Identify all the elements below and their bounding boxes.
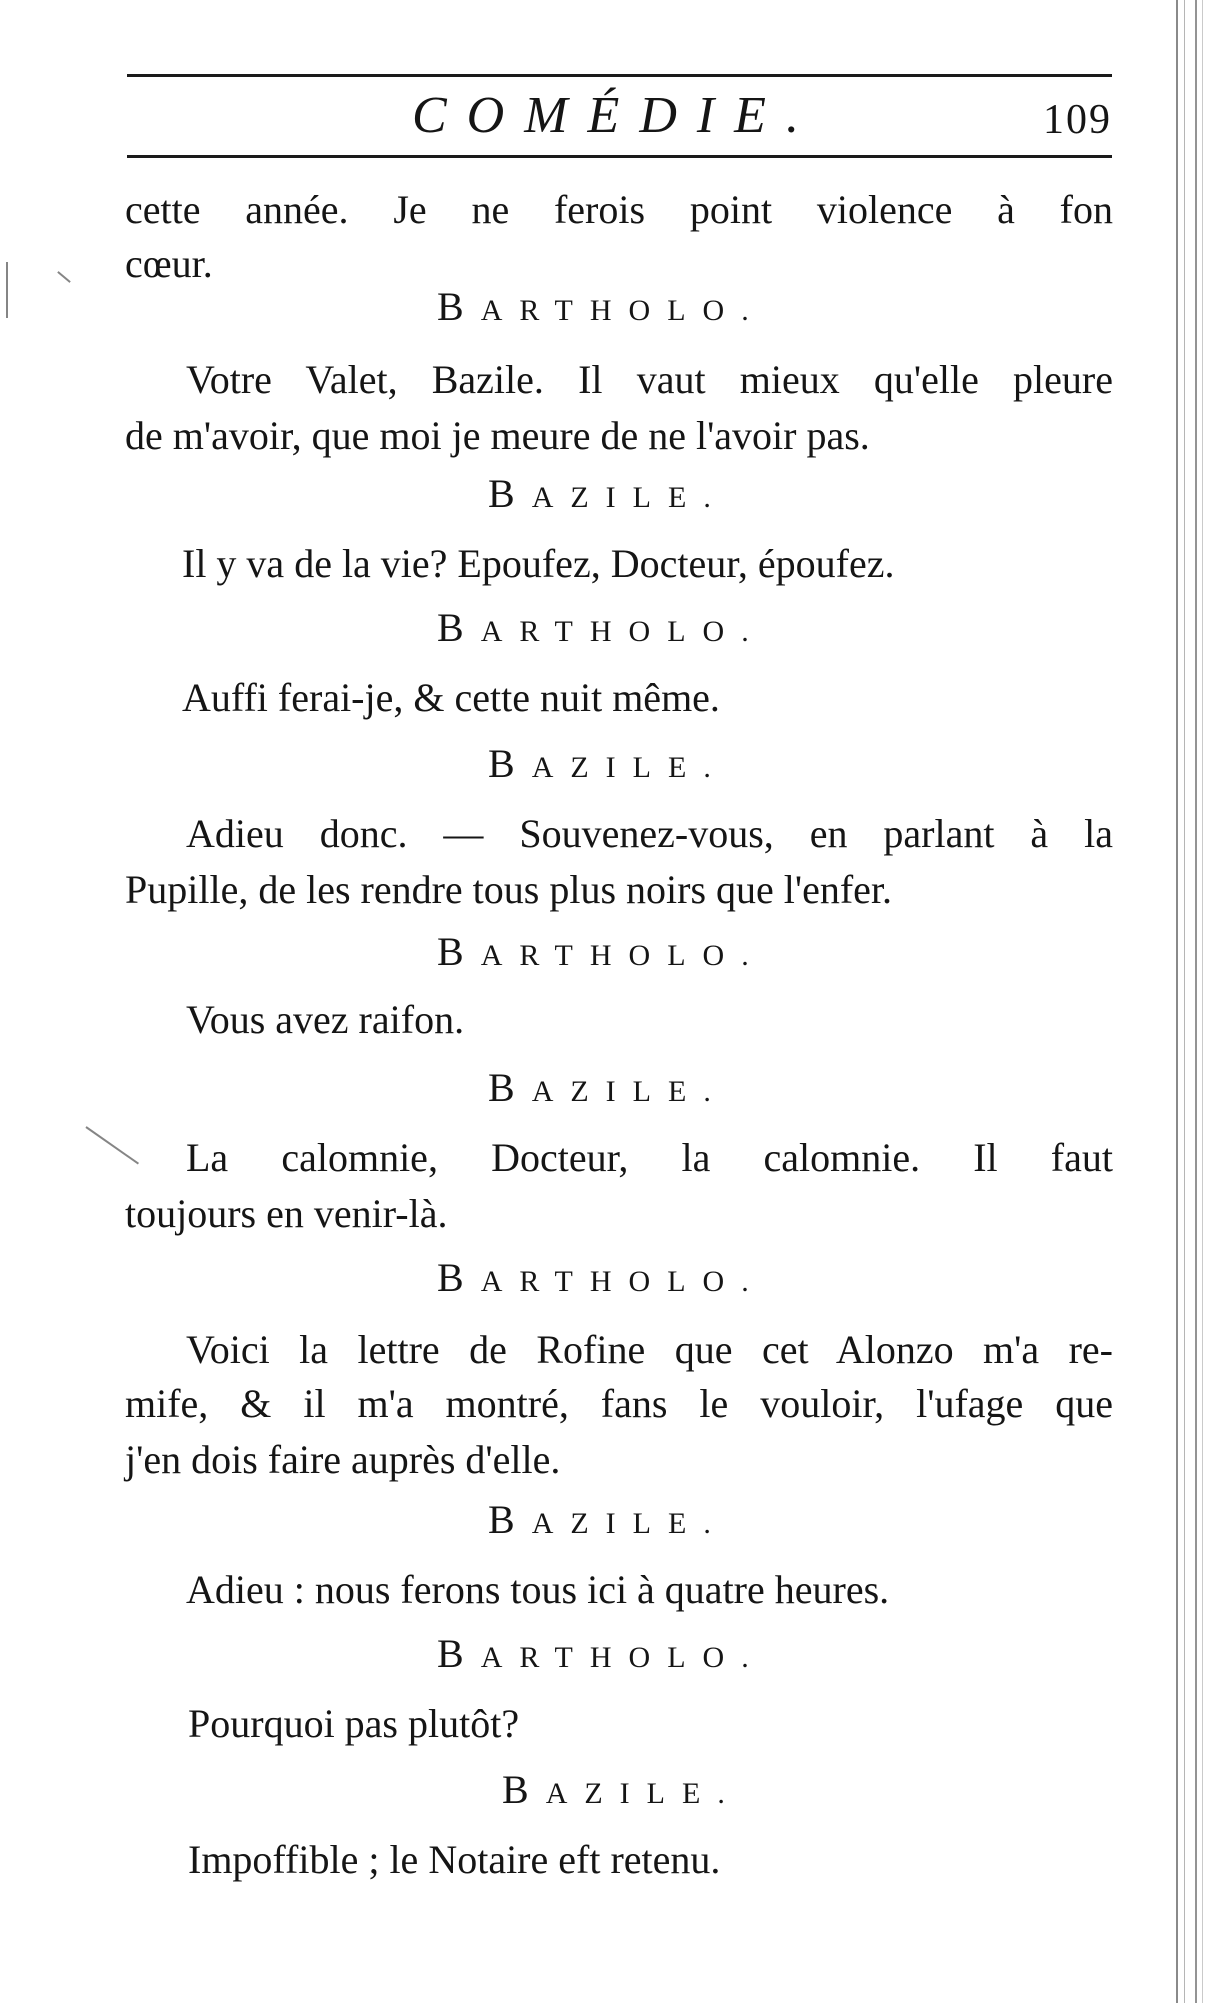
speaker-name [437,1256,766,1304]
text-line: Pupille, de les rendre tous plus noirs que l'enfer. [125,867,893,912]
speaker-initial: B [488,1065,532,1110]
speaker-initial: B [437,605,481,650]
page-header [127,80,1112,152]
speaker-initial: B [488,471,532,516]
binding-gutter-line [1202,0,1203,2003]
speaker-rest: ARTHOLO. [480,615,766,648]
speaker-name [488,1066,728,1114]
speaker-name [502,1768,742,1816]
speaker-rest: AZILE. [545,1777,742,1810]
binding-gutter-line [1184,0,1185,2003]
speaker-name [488,1498,728,1546]
scan-artifact [85,1126,139,1164]
text-line: j'en dois faire auprès d'elle. [125,1437,561,1482]
text-line: Vous avez raifon. [186,997,465,1042]
speaker-name [437,930,766,978]
speaker-initial: B [437,1255,481,1300]
text-line: Auffi ferai-je, & cette nuit même. [182,675,720,720]
header-top-rule [127,74,1112,77]
scan-artifact [6,262,8,318]
speaker-name [488,742,728,790]
speaker-initial: B [488,741,532,786]
text-line: Voici la lettre de Rofine que cet Alonzo m'a re- [186,1327,1113,1372]
text-line: toujours en venir-là. [125,1191,448,1236]
speaker-name [437,1632,766,1680]
speaker-initial: B [437,929,481,974]
text-line: Il y va de la vie? Epoufez, Docteur, époufez. [182,541,895,586]
text-line: cette année. Je ne ferois point violence à fon [125,187,1113,232]
speaker-initial: B [502,1767,546,1812]
speaker-initial: B [437,1631,481,1676]
text-line: Impoffible ; le Notaire eft retenu. [188,1837,721,1882]
text-line: Votre Valet, Bazile. Il vaut mieux qu'elle pleure [186,357,1113,402]
speaker-rest: AZILE. [531,1507,728,1540]
text-line: de m'avoir, que moi je meure de ne l'avoir pas. [125,413,870,458]
text-line: Adieu : nous ferons tous ici à quatre heures. [186,1567,890,1612]
scan-artifact [57,271,71,283]
text-line: La calomnie, Docteur, la calomnie. Il faut [186,1135,1113,1180]
speaker-name [488,472,728,520]
binding-gutter-line [1195,0,1197,2003]
speaker-initial: B [488,1497,532,1542]
speaker-rest: ARTHOLO. [480,1265,766,1298]
text-line: cœur. [125,241,213,286]
speaker-rest: ARTHOLO. [480,1641,766,1674]
speaker-name [437,285,766,333]
speaker-rest: AZILE. [531,1075,728,1108]
text-line: Pourquoi pas plutôt? [188,1701,520,1746]
speaker-rest: AZILE. [531,481,728,514]
speaker-rest: ARTHOLO. [480,939,766,972]
header-bottom-rule [127,155,1112,158]
binding-gutter-line [1176,0,1178,2003]
speaker-rest: ARTHOLO. [480,294,766,327]
speaker-initial: B [437,284,481,329]
speaker-rest: AZILE. [531,751,728,784]
running-title: COMÉDIE. [412,87,819,144]
speaker-name [437,606,766,654]
text-line: mife, & il m'a montré, fans le vouloir, l'ufage que [125,1381,1113,1426]
text-line: Adieu donc. — Souvenez-vous, en parlant à la [186,811,1113,856]
page-number: 109 [1043,97,1112,143]
